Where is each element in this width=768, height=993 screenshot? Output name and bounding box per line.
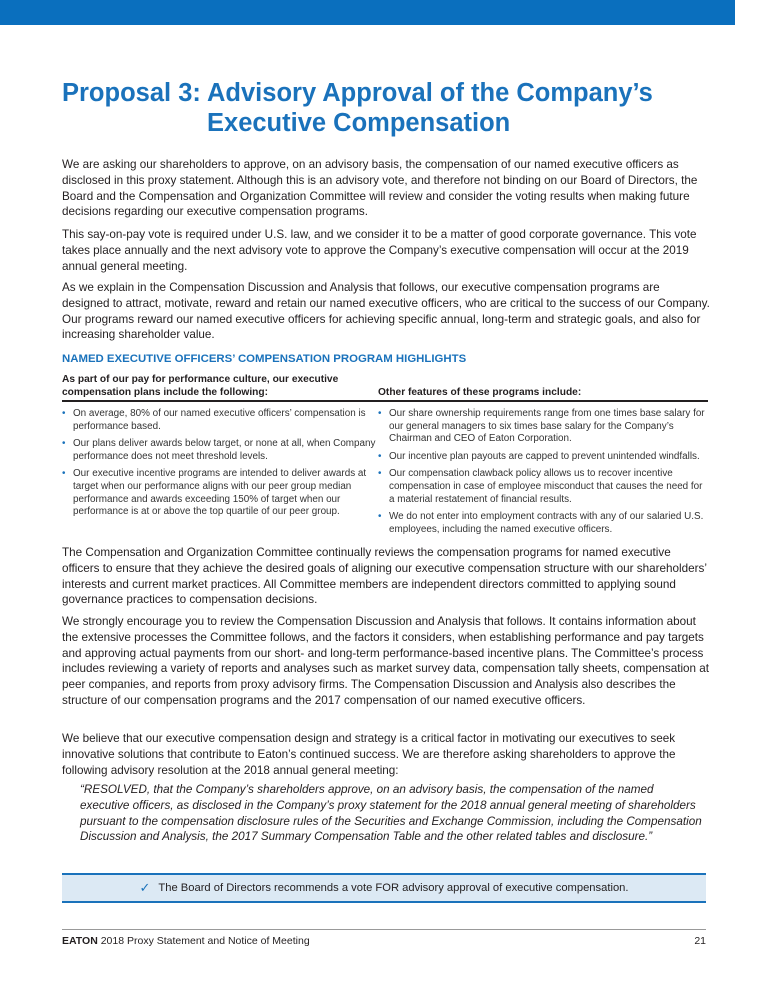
left-column-header: As part of our pay for performance culture, our executive compensation plans include the following: xyxy=(62,374,339,398)
list-item: • Our share ownership requirements range from one times base salary for our general managers to six times base salary for the Company’s Chairman and CEO of Eaton Corporation. xyxy=(378,408,708,446)
right-list xyxy=(378,408,708,541)
paragraph: We strongly encourage you to review the Compensation Discussion and Analysis that follows. It contains information about the extensive processes the Committee follows, and the factors it considers, when establishing performance and pay targets and approving actual payments from our short- and long-term performance-based incentive plans. The Committee’s process includes reviewing a variety of reports and analyses such as market survey data, compensation tally sheets, compensation at peer companies, and reports from proxy advisory firms. The Compensation Discussion and Analysis also describes the structure of our compensation programs and the 2017 compensation of our named executive officers. xyxy=(62,615,710,707)
paragraph: This say-on-pay vote is required under U.S. law, and we consider it to be a matter of good corporate governance. This vote takes place annually and the next advisory vote to approve the Company’s executive compensation will occur at the 2019 annual general meeting. xyxy=(62,228,697,273)
checkmark-icon: ✓ xyxy=(139,880,151,895)
header-bar xyxy=(0,0,735,25)
left-list xyxy=(62,408,378,541)
page-title xyxy=(62,78,708,138)
list-item: • We do not enter into employment contracts with any of our salaried U.S. employees, including the named executive officers. xyxy=(378,511,708,536)
section-heading: NAMED EXECUTIVE OFFICERS’ COMPENSATION PROGRAM HIGHLIGHTS xyxy=(62,353,467,365)
title-line-1: Proposal 3: Advisory Approval of the Company’s xyxy=(62,79,653,107)
footer xyxy=(62,929,706,947)
footer-brand: EATON xyxy=(62,935,98,947)
paragraph: The Compensation and Organization Committee continually reviews the compensation programs for named executive officers to ensure that they achieve the desired goals of aligning our executive compensation structure with our shareholders’ interests and current market practices. All Committee members are independent directors committed to applying sound governance practices to compensation decisions. xyxy=(62,546,707,607)
recommendation-box xyxy=(62,873,706,903)
list-item: • Our compensation clawback policy allows us to recover incentive compensation in case of employee misconduct that causes the need for a material restatement of financial results. xyxy=(378,468,708,506)
resolution-quote: “RESOLVED, that the Company’s shareholders approve, on an advisory basis, the compensation of the named executive officers, as disclosed in the Company’s proxy statement for the 2018 annual general meeting of shareholders pursuant to the compensation disclosure rules of the Securities and Exchange Commission, including the Compensation Discussion and Analysis, the 2017 Summary Compensation Table and the other related tables and disclosure.” xyxy=(80,783,702,844)
right-column-header: Other features of these programs include: xyxy=(378,386,582,398)
recommendation-text: The Board of Directors recommends a vote FOR advisory approval of executive compensation. xyxy=(158,882,629,894)
title-line-2: Executive Compensation xyxy=(207,109,511,137)
paragraph: As we explain in the Compensation Discussion and Analysis that follows, our executive compensation programs are designed to attract, motivate, reward and retain our named executive officers, who are critical to the success of our Company. Our programs reward our named executive officers for achieving specific annual, long-term and strategic goals, and also for increasing shareholder value. xyxy=(62,281,710,342)
highlights-table xyxy=(62,374,708,541)
footer-text: 2018 Proxy Statement and Notice of Meeting xyxy=(100,935,310,947)
paragraph: We believe that our executive compensation design and strategy is a critical factor in motivating our executives to seek innovative solutions that contribute to Eaton’s continued success. We are therefore asking shareholders to approve the following advisory resolution at the 2018 annual general meeting: xyxy=(62,732,676,777)
paragraph: We are asking our shareholders to approve, on an advisory basis, the compensation of our named executive officers as disclosed in this proxy statement. Although this is an advisory vote, and therefore not binding on our Board of Directors, the Board and the Compensation and Organization Committee will review and consider the voting results when making future decisions regarding our executive compensation programs. xyxy=(62,158,698,219)
page-number: 21 xyxy=(694,935,706,947)
list-item: • Our executive incentive programs are intended to deliver awards at target when our performance aligns with our peer group median performance and awards exceeding 150% of target when our performance is at or above the top quartile of our peer group. xyxy=(62,468,378,518)
list-item: • On average, 80% of our named executive officers’ compensation is performance based. xyxy=(62,408,378,433)
list-item: • Our plans deliver awards below target, or none at all, when Company performance does not meet threshold levels. xyxy=(62,438,378,463)
list-item: • Our incentive plan payouts are capped to prevent unintended windfalls. xyxy=(378,451,708,464)
